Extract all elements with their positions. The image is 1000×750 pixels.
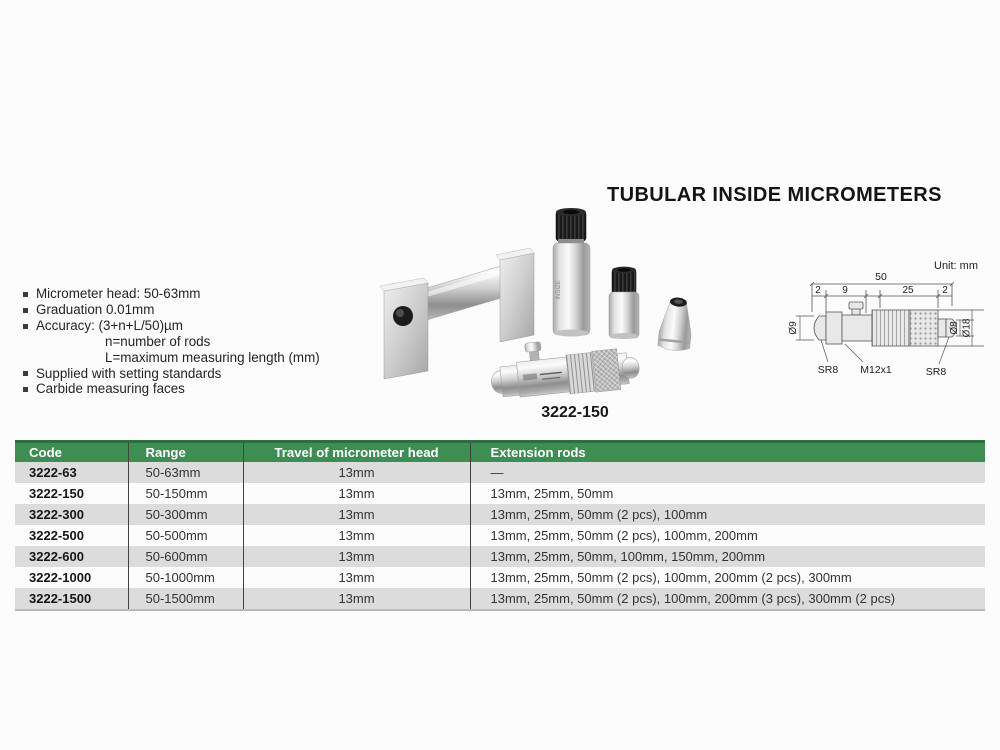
table-cell: 13mm, 25mm, 50mm, 100mm, 150mm, 200mm (490, 549, 766, 564)
col-header-range: Range (128, 442, 243, 463)
bullet-square-icon (23, 371, 28, 376)
table-cell: 3222-300 (15, 504, 128, 525)
spec-table-header (15, 442, 985, 463)
table-cell: 13mm, 25mm, 50mm (2 pcs), 100mm, 200mm (2 pcs), 300mm (490, 570, 852, 585)
technical-drawing (788, 246, 1000, 396)
micrometer-outline (814, 302, 957, 346)
features-list (22, 286, 362, 397)
table-row (15, 525, 985, 546)
table-cell: 13mm (243, 567, 470, 588)
col-header-travel: Travel of micrometer head (243, 442, 470, 463)
setting-standard-illustration (380, 248, 534, 379)
col-header-code: Code (15, 442, 128, 463)
bullet-square-icon (23, 324, 28, 329)
feature-item (22, 318, 362, 334)
unit-label: Unit: mm (934, 260, 978, 272)
feature-item (22, 381, 362, 397)
seg-dim-25: 25 (902, 285, 914, 296)
table-cell: 50-150mm (128, 483, 243, 504)
table-cell: 13mm (243, 588, 470, 610)
table-cell: 3222-600 (15, 546, 128, 567)
feature-text: Micrometer head: 50-63mm (36, 286, 201, 301)
measuring-cone-illustration (657, 296, 694, 352)
feature-item (22, 302, 362, 318)
extension-rod-medium-illustration (609, 267, 639, 339)
bullet-square-icon (23, 292, 28, 297)
dimension-lines (810, 282, 954, 313)
table-row (15, 483, 985, 504)
feature-text: Graduation 0.01mm (36, 301, 155, 317)
seg-dim-left2: 2 (815, 285, 821, 296)
feature-text: Carbide measuring faces (36, 381, 185, 397)
sr8-left-label: SR8 (817, 364, 839, 376)
page-title: TUBULAR INSIDE MICROMETERS (607, 184, 942, 206)
feature-text: Supplied with setting standards (36, 365, 222, 381)
table-row (15, 567, 985, 588)
table-cell: 50-63mm (128, 462, 243, 483)
table-cell: 3222-1500 (15, 588, 128, 610)
feature-item (22, 366, 362, 382)
table-cell: 13mm (243, 462, 470, 483)
feature-text: Accuracy: (3+n+L/50)µm (36, 317, 183, 333)
table-row (15, 588, 985, 610)
feature-text: L=maximum measuring length (mm) (105, 349, 320, 365)
table-cell: 13mm (243, 546, 470, 567)
feature-subitem (22, 350, 362, 366)
table-cell: 50-300mm (128, 504, 243, 525)
overall-dim-label: 50 (875, 271, 887, 283)
spec-table (15, 440, 985, 611)
bullet-square-icon (23, 387, 28, 392)
table-row (15, 462, 985, 483)
bullet-square-icon (23, 308, 28, 313)
seg-dim-right2: 2 (942, 285, 948, 296)
micrometer-head-illustration (488, 332, 642, 403)
table-cell: 50-500mm (128, 525, 243, 546)
table-cell: 50-600mm (128, 546, 243, 567)
table-row (15, 504, 985, 525)
seg-dim-9: 9 (842, 285, 848, 296)
dia8-label: Ø8 (949, 321, 960, 335)
table-row (15, 546, 985, 567)
header-row (15, 442, 985, 463)
table-cell: 50-1500mm (128, 588, 243, 610)
dia9-label: Ø9 (788, 321, 799, 335)
table-cell: 13mm (243, 525, 470, 546)
table-cell: 3222-63 (15, 462, 128, 483)
thread-label: M12x1 (860, 364, 892, 376)
feature-text: n=number of rods (105, 333, 211, 349)
table-cell: — (490, 465, 504, 480)
table-cell: 13mm, 25mm, 50mm (2 pcs), 100mm (490, 507, 708, 522)
table-cell: 3222-500 (15, 525, 128, 546)
brand-label: INSIZE (556, 280, 562, 300)
table-cell: 13mm, 25mm, 50mm (490, 486, 614, 501)
feature-subitem (22, 334, 362, 350)
product-photo (320, 195, 720, 435)
feature-item (22, 286, 362, 302)
col-header-extension-rods: Extension rods (470, 442, 985, 463)
dia18-label: Ø18 (961, 318, 973, 338)
extension-rod-large-illustration (553, 208, 590, 337)
product-code-caption: 3222-150 (541, 404, 609, 421)
spec-table-body (15, 462, 985, 610)
table-cell: 13mm (243, 483, 470, 504)
table-cell: 13mm (243, 504, 470, 525)
table-cell: 3222-1000 (15, 567, 128, 588)
product-photo-illustration (320, 195, 720, 435)
technical-drawing-illustration (788, 246, 1000, 396)
table-cell: 3222-150 (15, 483, 128, 504)
table-cell: 13mm, 25mm, 50mm (2 pcs), 100mm, 200mm (3 pcs), 300mm (2 pcs) (470, 588, 985, 610)
sr8-right-label: SR8 (925, 366, 947, 378)
table-cell: 50-1000mm (128, 567, 243, 588)
table-cell: 13mm, 25mm, 50mm (2 pcs), 100mm, 200mm (490, 528, 758, 543)
